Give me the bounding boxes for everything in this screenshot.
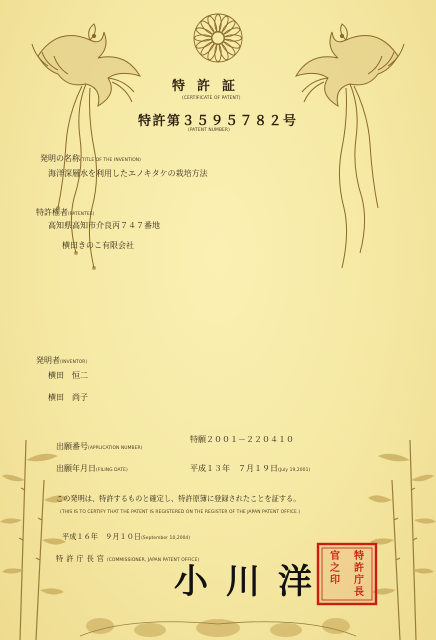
svg-text:長: 長 <box>354 587 364 598</box>
commissioner-label-en: (COMMISSIONER, JAPAN PATENT OFFICE) <box>106 558 200 563</box>
filing-date-value-en: (July 19,2001) <box>278 468 311 473</box>
patent-number: 特許第３５９５７８２号 <box>138 114 298 129</box>
patentee-label-en: (PATENTEE) <box>68 212 95 217</box>
left-bamboo-ornament-icon <box>0 420 70 640</box>
patentee-address: 高知県高知市介良丙７４７番地 <box>48 221 160 230</box>
issue-date-en: (September 10,2004) <box>141 536 191 541</box>
svg-text:許: 許 <box>354 563 364 574</box>
svg-text:官: 官 <box>330 551 340 562</box>
certificate-title-en: (CERTIFICATE OF PATENT) <box>182 96 241 101</box>
filing-date-label-en: (FILING DATE) <box>96 468 128 473</box>
issue-date-row <box>62 524 190 543</box>
svg-text:特: 特 <box>354 551 364 562</box>
patentee-label: 特許権者 <box>36 208 68 217</box>
filing-date-label-row <box>56 456 128 475</box>
filing-date-row <box>190 456 310 475</box>
right-bamboo-ornament-icon <box>366 420 436 640</box>
invention-label-en: (TITLE OF THE INVENTION) <box>80 158 141 163</box>
certification-statement: この発明は、特許するものと確定し、特許原簿に登録されたことを証する。 <box>56 494 301 503</box>
inventor-label-row <box>36 348 87 367</box>
filing-date-label: 出願年月日 <box>56 464 96 473</box>
invention-title: 海洋深層水を利用したエノキタケの栽培方法 <box>48 169 208 178</box>
certificate-title: 特許証 <box>172 79 248 94</box>
inventor-name: 横田 恒二 <box>48 371 88 380</box>
application-number-value: 特願２００１－２２０４１０ <box>190 435 294 444</box>
invention-label: 発明の名称 <box>40 154 80 163</box>
svg-text:庁: 庁 <box>354 575 364 586</box>
patentee-label-row <box>36 200 94 219</box>
svg-text:之: 之 <box>330 563 340 574</box>
application-number-label: 出願番号 <box>56 442 88 451</box>
filing-date-value: 平成１３年 ７月１９日 <box>190 464 278 473</box>
official-seal-icon <box>316 542 378 606</box>
application-number-label-row <box>56 434 142 453</box>
inventor-label-en: (INVENTOR) <box>60 360 88 365</box>
right-phoenix-ornament-icon <box>290 18 408 278</box>
svg-text:印: 印 <box>330 575 340 586</box>
inventor-name: 横田 尚子 <box>48 393 88 402</box>
invention-label-row <box>40 146 141 165</box>
commissioner-label: 特許庁長官 <box>56 554 107 563</box>
issue-date: 平成１６年 ９月１０日 <box>62 532 142 541</box>
patentee-name: 横田きのこ有限会社 <box>62 241 134 250</box>
chrysanthemum-emblem-icon <box>192 12 244 64</box>
inventor-label: 発明者 <box>36 356 60 365</box>
patent-number-en: (PATENT NUMBER) <box>188 128 230 133</box>
commissioner-signature: 小川洋 <box>174 562 330 602</box>
certification-statement-en: (THIS IS TO CERTIFY THAT THE PATENT IS REGISTERED ON THE REGISTER OF THE JAPAN PATENT OFFICE.) <box>60 510 301 515</box>
application-number-label-en: (APPLICATION NUMBER) <box>88 446 143 451</box>
